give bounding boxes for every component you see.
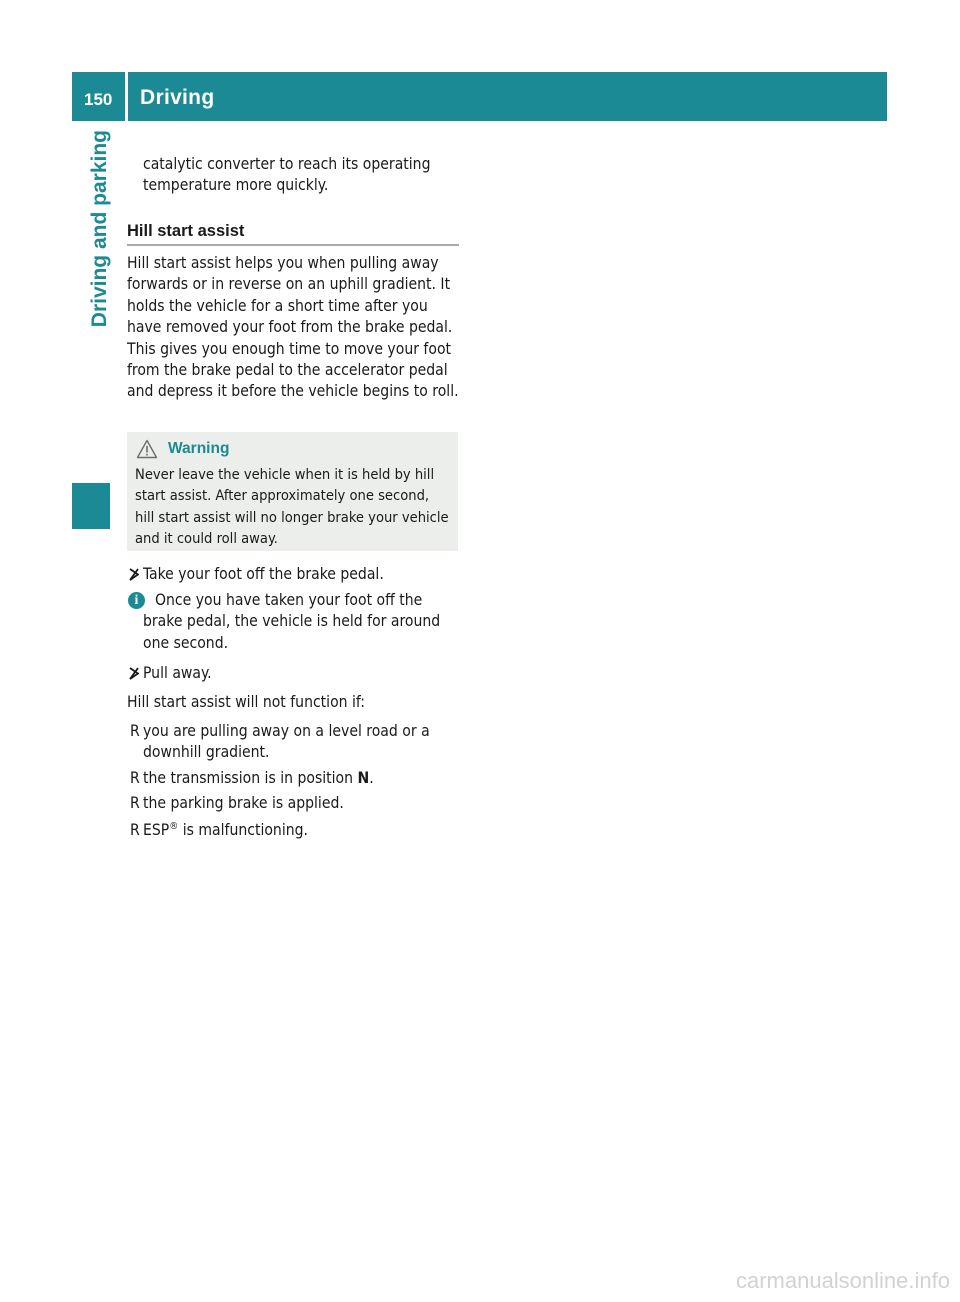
step-arrow-icon: [129, 667, 139, 680]
bullet-mark: R: [130, 821, 140, 839]
step-item: [127, 663, 459, 684]
step-item: [127, 564, 459, 585]
watermark: carmanualsonline.info: [735, 1268, 950, 1293]
warning-triangle-icon: [136, 439, 158, 459]
intro-paragraph: Hill start assist helps you when pulling away forwards or in reverse on an uphill gradient. It holds the vehicle for a short time after you have removed your foot from the brake pedal. This gives you enough time to move your foot from the brake pedal to the accelerator pedal and depress it before the vehicle begins to roll.: [127, 254, 459, 401]
page-number: 150: [84, 90, 113, 109]
warning-box: [127, 432, 458, 551]
list-item-text: ESP: [143, 821, 170, 839]
list-item-text: the transmission is in position: [143, 769, 358, 787]
info-text: Once you have taken your foot off the brake pedal, the vehicle is held for around one second.: [143, 591, 441, 652]
step-arrow-icon: [129, 568, 139, 581]
list-item: [127, 721, 459, 764]
list-item: [127, 768, 459, 789]
header-divider: [125, 72, 128, 121]
list-item-text: the parking brake is applied.: [143, 794, 344, 812]
warning-title: Warning: [168, 440, 230, 457]
step-text: Take your foot off the brake pedal.: [143, 565, 384, 583]
page-title: Driving: [140, 86, 215, 109]
bullet-mark: R: [130, 769, 140, 787]
side-section-tab: [72, 483, 110, 529]
info-icon: i: [128, 592, 145, 609]
info-note: [127, 590, 459, 654]
conditions-intro: Hill start assist will not function if:: [127, 693, 366, 711]
continued-paragraph: catalytic converter to reach its operating temperature more quickly.: [143, 155, 431, 195]
list-item: [127, 820, 459, 841]
bullet-mark: R: [130, 722, 140, 740]
warning-text: Never leave the vehicle when it is held by hill start assist. After approximately one second, hill start assist will no longer brake your vehicle and it could roll away.: [135, 466, 449, 547]
warning-header: [135, 436, 452, 462]
list-item-suffix: is malfunctioning.: [178, 821, 308, 839]
transmission-position: N: [357, 769, 370, 787]
side-section-label: Driving and parking: [88, 130, 111, 328]
section-title: Hill start assist: [127, 220, 459, 246]
side-section-label-wrap: [82, 130, 118, 474]
list-item: [127, 793, 459, 814]
step-text: Pull away.: [143, 664, 212, 682]
registered-mark: ®: [169, 821, 179, 832]
bullet-mark: R: [130, 794, 140, 812]
list-item-suffix: .: [369, 769, 374, 787]
list-item-text: you are pulling away on a level road or a downhill gradient.: [143, 722, 430, 762]
